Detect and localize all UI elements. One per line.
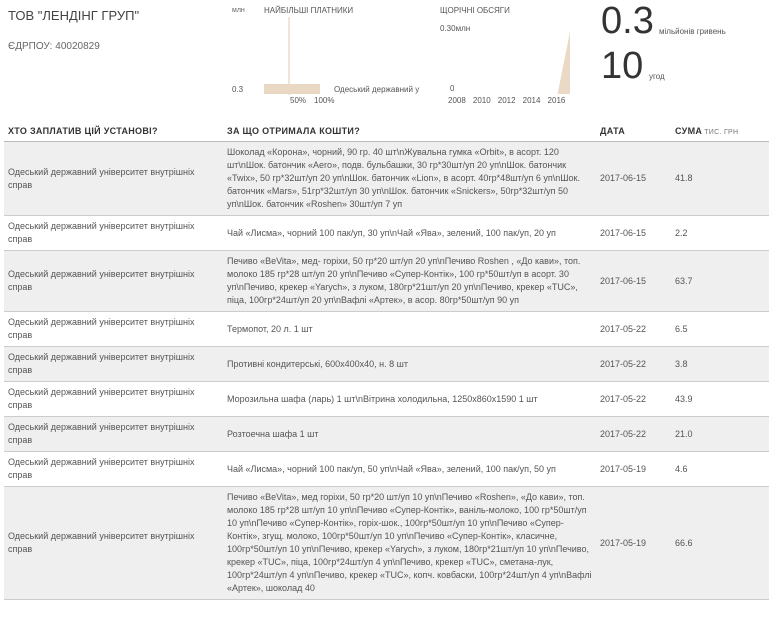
table-row[interactable] [4, 347, 769, 382]
cell-sum: 2.2 [671, 216, 769, 251]
cell-sum: 21.0 [671, 417, 769, 452]
cell-date: 2017-05-22 [596, 382, 671, 417]
payers-chart-unit: млн [232, 7, 245, 14]
yearly-chart-y-zero: 0 [450, 84, 455, 93]
cell-subject: Печиво «BeVita», мед- горіхи, 50 гр*20 шт/уп 20 уп\nПечиво Roshen , «До кави», топ. молоко 185 гр*28 шт/уп 20 уп\nПечиво «Супер-Контік», 100 гр*50шт/уп в асорт. 30 уп\nПечиво, крекер «Yarych», з луком, 180гр*21шт/уп 20 уп\nПечиво, крекер «TUC», піца, 100гр*24шт/уп 20 уп\nВафлі «Артек», в асор. 80гр*50шт/уп 90 уп [223, 251, 596, 312]
cell-payer: Одеський державний університет внутрішніх справ [4, 251, 223, 312]
total-amount: 0.3 [601, 0, 654, 42]
cell-sum: 41.8 [671, 142, 769, 216]
cell-subject: Чай «Лисма», чорний 100 пак/уп, 50 уп\nЧай «Ява», зелений, 100 пак/уп, 50 уп [223, 452, 596, 487]
yearly-chart-area [458, 32, 570, 94]
yearly-chart-y-top: 0.30млн [440, 24, 471, 33]
yearly-chart-x-tick: 2008 [448, 96, 466, 105]
total-amount-unit: мільйонів гривень [659, 27, 726, 36]
yearly-chart-x-tick: 2014 [522, 96, 541, 105]
payers-chart-payer-label[interactable]: Одеський державний у [334, 85, 420, 94]
payers-chart-x-tick: 100% [314, 96, 335, 105]
contracts-table [4, 121, 769, 600]
header-subject[interactable]: ЗА ЩО ОТРИМАЛА КОШТИ? [223, 121, 596, 142]
edrpou-label: ЄДРПОУ: [8, 41, 53, 52]
cell-payer: Одеський державний університет внутрішніх справ [4, 142, 223, 216]
yearly-volume-chart [440, 4, 580, 114]
cell-date: 2017-06-15 [596, 142, 671, 216]
cell-subject: Противні кондитерські, 600х400х40, н. 8 шт [223, 347, 596, 382]
cell-date: 2017-06-15 [596, 251, 671, 312]
cell-sum: 4.6 [671, 452, 769, 487]
header-sum-label: СУМА [675, 126, 703, 136]
cell-date: 2017-05-22 [596, 347, 671, 382]
table-row[interactable] [4, 382, 769, 417]
payers-chart-bar[interactable] [264, 84, 320, 94]
cell-sum: 66.6 [671, 487, 769, 600]
deals-count-unit: угод [649, 72, 665, 81]
cell-payer: Одеський державний університет внутрішніх справ [4, 382, 223, 417]
header-sum[interactable] [671, 121, 769, 142]
table-row[interactable] [4, 417, 769, 452]
cell-subject: Чай «Лисма», чорний 100 пак/уп, 30 уп\nЧай «Ява», зелений, 100 пак/уп, 20 уп [223, 216, 596, 251]
cell-sum: 43.9 [671, 382, 769, 417]
table-row[interactable] [4, 452, 769, 487]
table-row[interactable] [4, 312, 769, 347]
edrpou [8, 41, 103, 52]
payers-chart-x-tick: 50% [290, 96, 307, 105]
cell-date: 2017-05-19 [596, 487, 671, 600]
cell-payer: Одеський державний університет внутрішніх справ [4, 216, 223, 251]
table-header-row [4, 121, 769, 142]
table-row[interactable] [4, 216, 769, 251]
top-payers-chart [228, 4, 428, 114]
header-sum-unit: ТИС. ГРН [704, 129, 739, 136]
cell-subject: Термопот, 20 л. 1 шт [223, 312, 596, 347]
table-row[interactable] [4, 251, 769, 312]
cell-date: 2017-06-15 [596, 216, 671, 251]
yearly-chart-title: ЩОРІЧНІ ОБСЯГИ [440, 6, 510, 15]
cell-sum: 3.8 [671, 347, 769, 382]
cell-sum: 6.5 [671, 312, 769, 347]
deals-count: 10 [601, 45, 644, 87]
payers-chart-title: НАЙБІЛЬШІ ПЛАТНИКИ [264, 6, 354, 15]
cell-payer: Одеський державний університет внутрішніх справ [4, 347, 223, 382]
edrpou-value: 40020829 [55, 41, 100, 52]
cell-payer: Одеський державний університет внутрішніх справ [4, 452, 223, 487]
cell-subject: Розтоечна шафа 1 шт [223, 417, 596, 452]
cell-date: 2017-05-22 [596, 312, 671, 347]
yearly-chart-x-tick: 2010 [472, 96, 491, 105]
yearly-chart-x-tick: 2016 [547, 96, 566, 105]
cell-date: 2017-05-19 [596, 452, 671, 487]
cell-subject: Морозильна шафа (ларь) 1 шт\nВітрина холодильна, 1250х860х1590 1 шт [223, 382, 596, 417]
payers-chart-y-label: 0.3 [232, 85, 244, 94]
cell-date: 2017-05-22 [596, 417, 671, 452]
cell-payer: Одеський державний університет внутрішніх справ [4, 312, 223, 347]
table-row[interactable] [4, 487, 769, 600]
company-name: ТОВ "ЛЕНДІНГ ГРУП" [8, 8, 140, 23]
yearly-chart-x-tick: 2012 [497, 96, 516, 105]
cell-subject: Шоколад «Корона», чорний, 90 гр. 40 шт\nЖувальна гумка «Orbit», в асорт. 120 шт\nШок. батончик «Aero», подв. бульбашки, 30 гр*30шт/уп 20 уп\nШок. батончик «Twix», 50 гр*32шт/уп 20 уп\nШок. батончик «Lion», в асорт. 40гр*48шт/уп 6 уп\nШок. батончик «Mars», 51гр*32шт/уп 30 уп\nШок. батончик «Snickers», 50гр*32шт/уп 50 уп\nШок. батончик «Roshen» 30шт/уп 7 уп [223, 142, 596, 216]
header-payer[interactable]: ХТО ЗАПЛАТИВ ЦІЙ УСТАНОВІ? [4, 121, 223, 142]
table-row[interactable] [4, 142, 769, 216]
cell-payer: Одеський державний університет внутрішніх справ [4, 487, 223, 600]
cell-payer: Одеський державний університет внутрішніх справ [4, 417, 223, 452]
cell-sum: 63.7 [671, 251, 769, 312]
header-date[interactable]: ДАТА [596, 121, 671, 142]
cell-subject: Печиво «BeVita», мед горіхи, 50 гр*20 шт/уп 10 уп\nПечиво «Roshen», «До кави», топ. молоко 185 гр*28 шт/уп 10 уп\nПечиво «Супер-Контік», ваніль-молоко, 100 гр*50шт/уп 10 уп\nПечиво «Супер-Контік», горіх-шок., 100гр*50шт/уп 10 уп\nПечиво «Супер-Контік», згущ. молоко, 100гр*50шт/уп 10 уп\nПечиво «Супер-Контік», класичне, 100гр*50шт/уп 10 уп\nПечиво, крекер «Yarych», з луком, 180гр*21шт/уп 10 уп\nПечиво, крекер «TUC», піца, 100гр*24шт/уп 4 уп\nПечиво, крекер «TUC», сметана-лук, 100гр*24шт/уп 4 уп\nПечиво, крекер «TUC», копч. ковбаски, 100гр*24шт/уп 4 уп\nВафлі «Артек», шоколад 40 [223, 487, 596, 600]
